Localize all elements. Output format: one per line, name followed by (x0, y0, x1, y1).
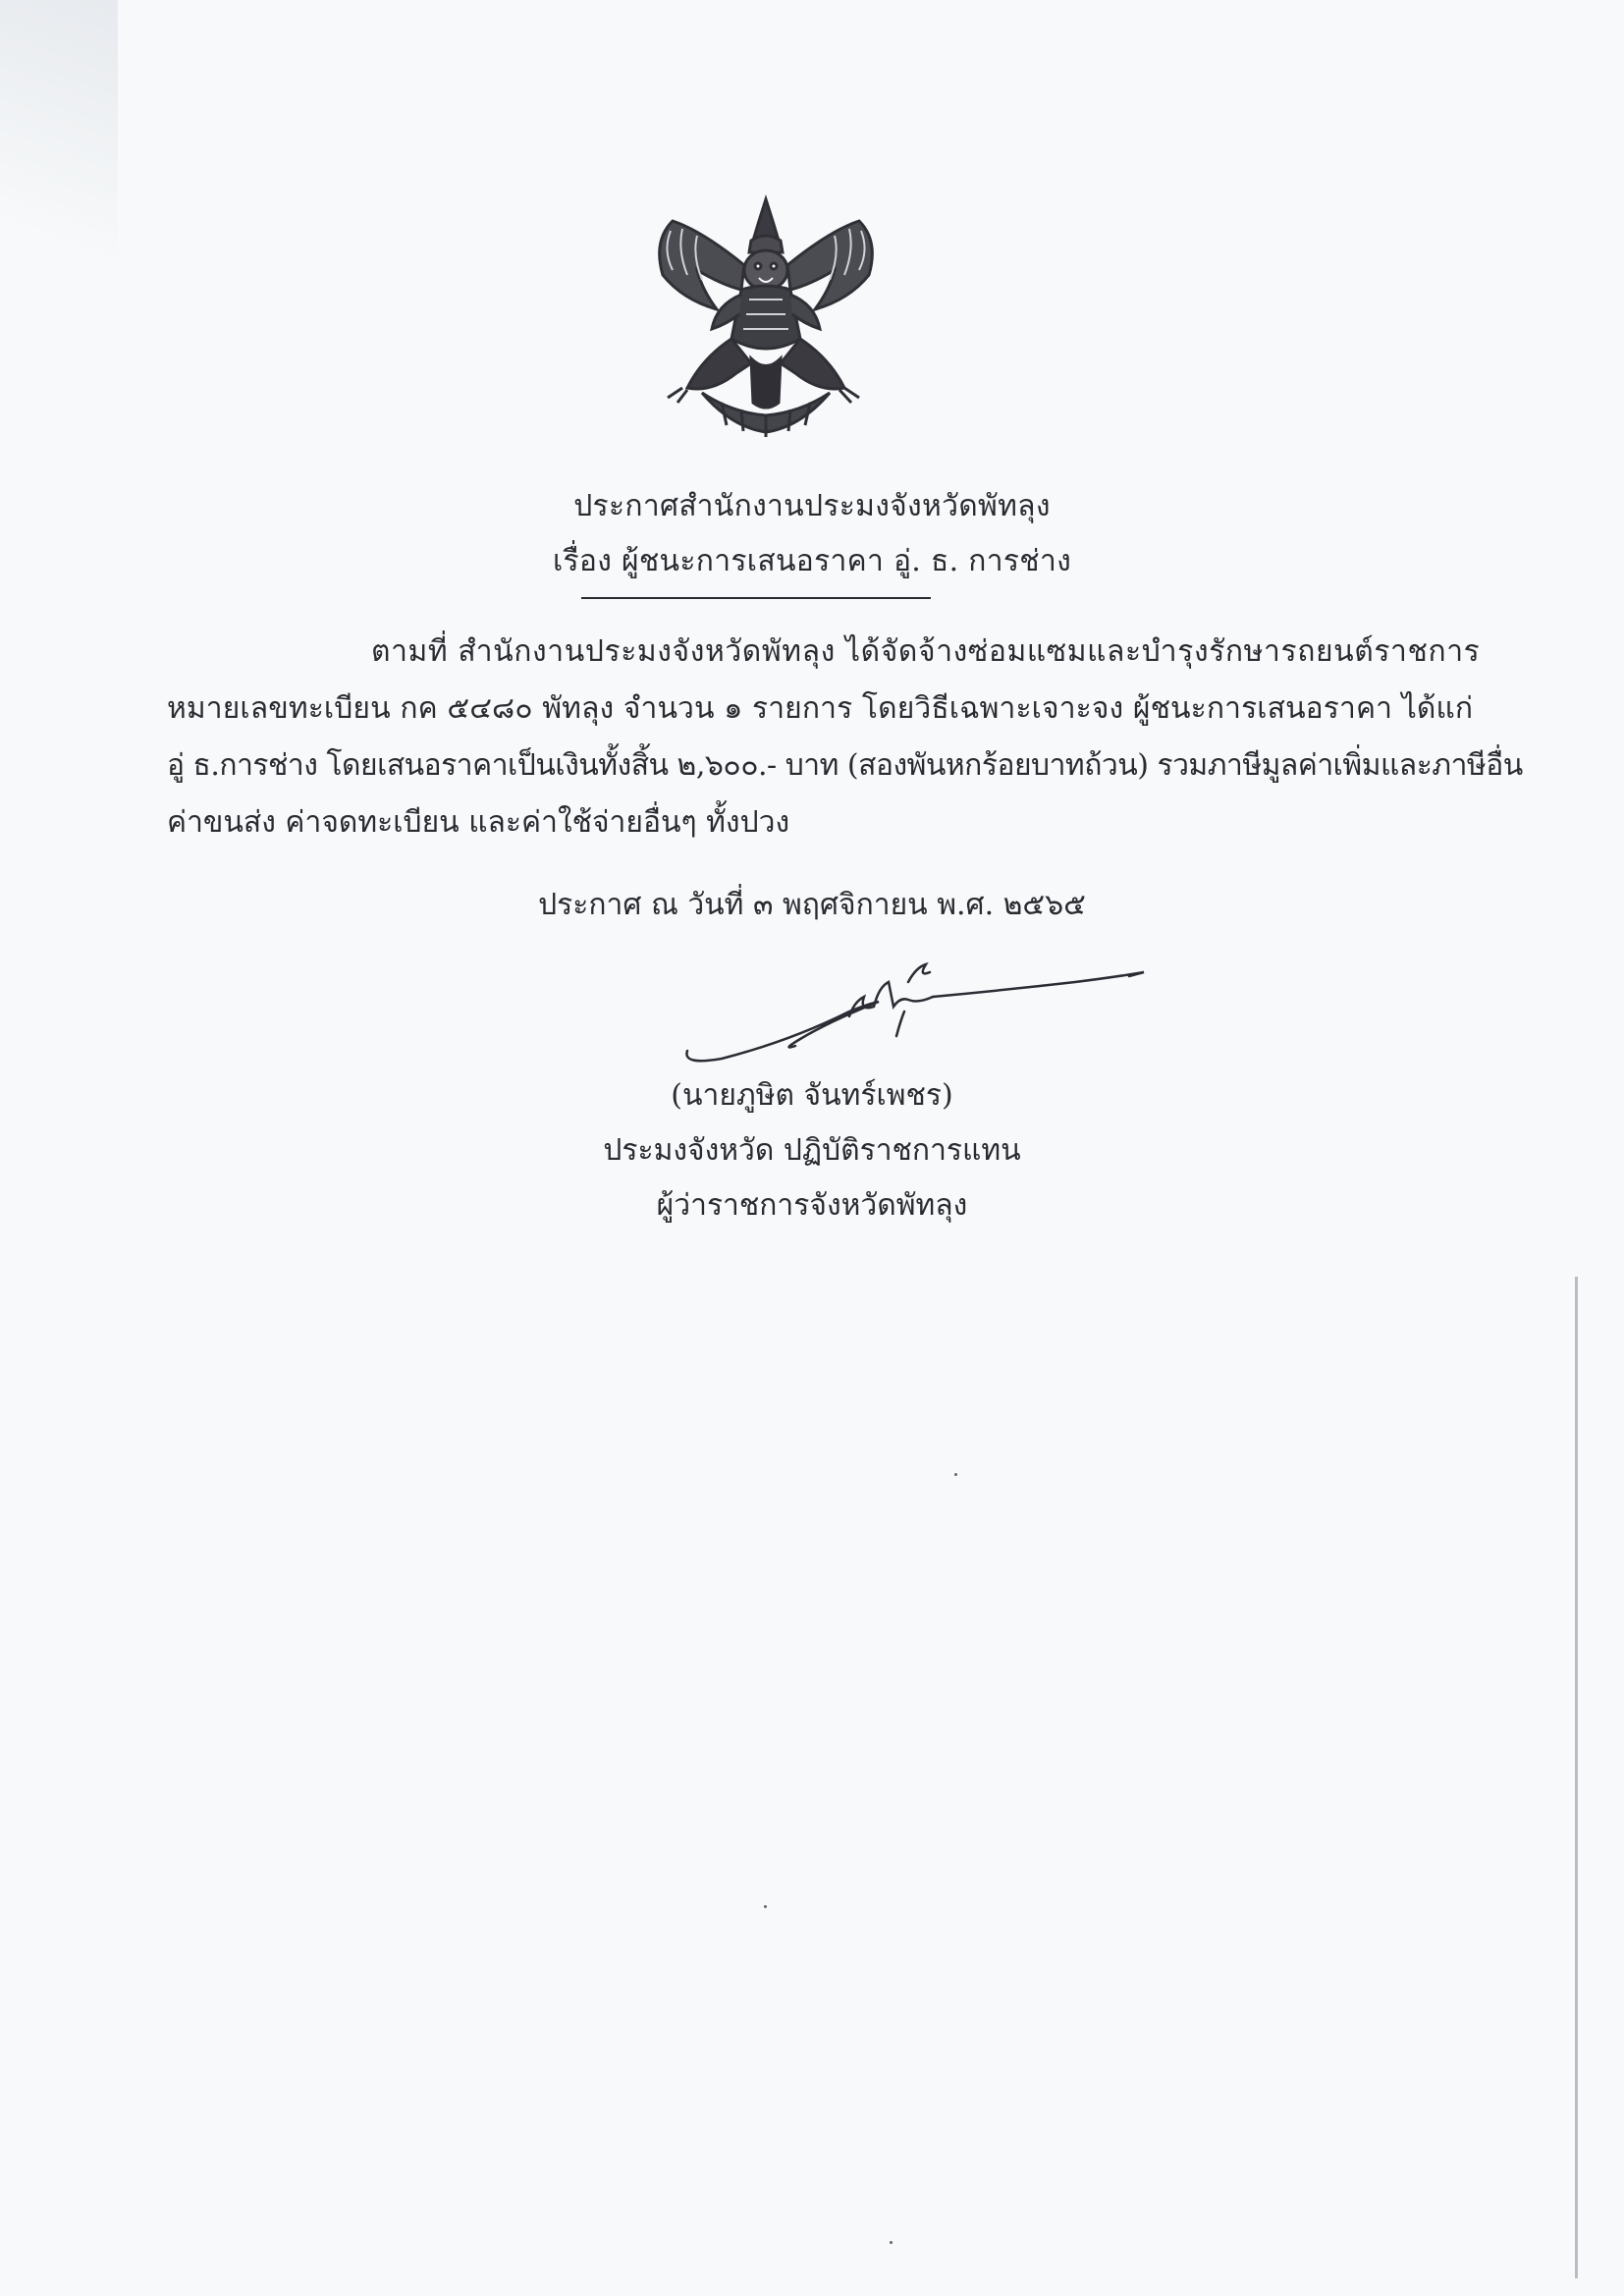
signer-position: ประมงจังหวัด ปฏิบัติราชการแทน (603, 1133, 1021, 1168)
announcement-title: ประกาศสำนักงานประมงจังหวัดพัทลุง (573, 489, 1051, 523)
body-line-4: ค่าขนส่ง ค่าจดทะเบียน และค่าใช้จ่ายอื่นๆ ทั้งปวง (167, 805, 790, 840)
body-line-2: หมายเลขทะเบียน กค ๕๔๘๐ พัทลุง จำนวน ๑ รายการ โดยวิธีเฉพาะเจาะจง ผู้ชนะการเสนอราคา ได้แก่ (167, 691, 1474, 726)
body-line-1: ตามที่ สำนักงานประมงจังหวัดพัทลุง ได้จัดจ้างซ่อมแซมและบำรุงรักษารถยนต์ราชการ (371, 634, 1481, 669)
handwritten-signature (682, 943, 1154, 1070)
scan-speck (954, 1473, 957, 1476)
garuda-emblem-icon (643, 191, 889, 442)
scan-smudge (0, 0, 118, 334)
scan-edge-line (1575, 1277, 1578, 2278)
scan-speck (764, 1905, 767, 1908)
announce-date: ประกาศ ณ วันที่ ๓ พฤศจิกายน พ.ศ. ๒๕๖๕ (538, 888, 1086, 922)
title-underline (581, 597, 931, 599)
announcement-subject: เรื่อง ผู้ชนะการเสนอราคา อู่. ธ. การช่าง (552, 544, 1072, 578)
scan-speck (890, 2241, 893, 2244)
body-line-3: อู่ ธ.การช่าง โดยเสนอราคาเป็นเงินทั้งสิ้น ๒,๖๐๐.- บาท (สองพันหกร้อยบาทถ้วน) รวมภาษีมูลค่าเพิ่มและภาษีอื่น (167, 748, 1523, 783)
signer-on-behalf: ผู้ว่าราชการจังหวัดพัทลุง (656, 1188, 968, 1223)
signer-name: (นายภูษิต จันทร์เพชร) (671, 1078, 953, 1113)
